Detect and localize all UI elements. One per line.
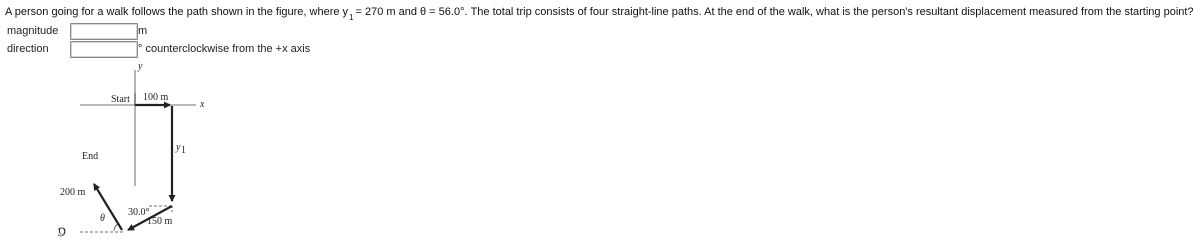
question-subscript: 1 (349, 13, 354, 22)
end-label: End (82, 151, 99, 162)
question-part2: = 270 m and θ = 56.0°. The total trip consists of four straight-line paths. At the end of the walk, what is the person's resultant displacement measured from the starting point? (355, 6, 1194, 18)
theta-label: θ (100, 213, 105, 224)
start-label: Start (111, 94, 130, 105)
question-part1: A person going for a walk follows the path shown in the figure, where y (5, 6, 349, 18)
direction-label: direction (7, 43, 49, 55)
angle-30-label: 30.0° (128, 207, 150, 218)
segment-150m-label: 150 m (147, 216, 173, 227)
question-text (5, 4, 1195, 21)
x-axis-label: x (200, 99, 205, 110)
path-figure (58, 58, 258, 244)
magnitude-unit: m (138, 25, 148, 37)
y-axis-label: y (138, 61, 143, 72)
direction-unit: ° counterclockwise from the +x axis (138, 43, 311, 55)
magnitude-label: magnitude (7, 25, 59, 37)
origin-marker-label: O (58, 226, 66, 238)
segment-100m-label: 100 m (143, 92, 169, 103)
segment-y1-subscript: 1 (181, 145, 186, 156)
segment-y1-label: y (176, 142, 181, 153)
theta-arc (114, 224, 118, 231)
segment-200m-arrow (94, 184, 122, 230)
magnitude-input[interactable] (70, 23, 138, 40)
direction-input[interactable] (70, 41, 138, 58)
segment-200m-label: 200 m (60, 187, 86, 198)
